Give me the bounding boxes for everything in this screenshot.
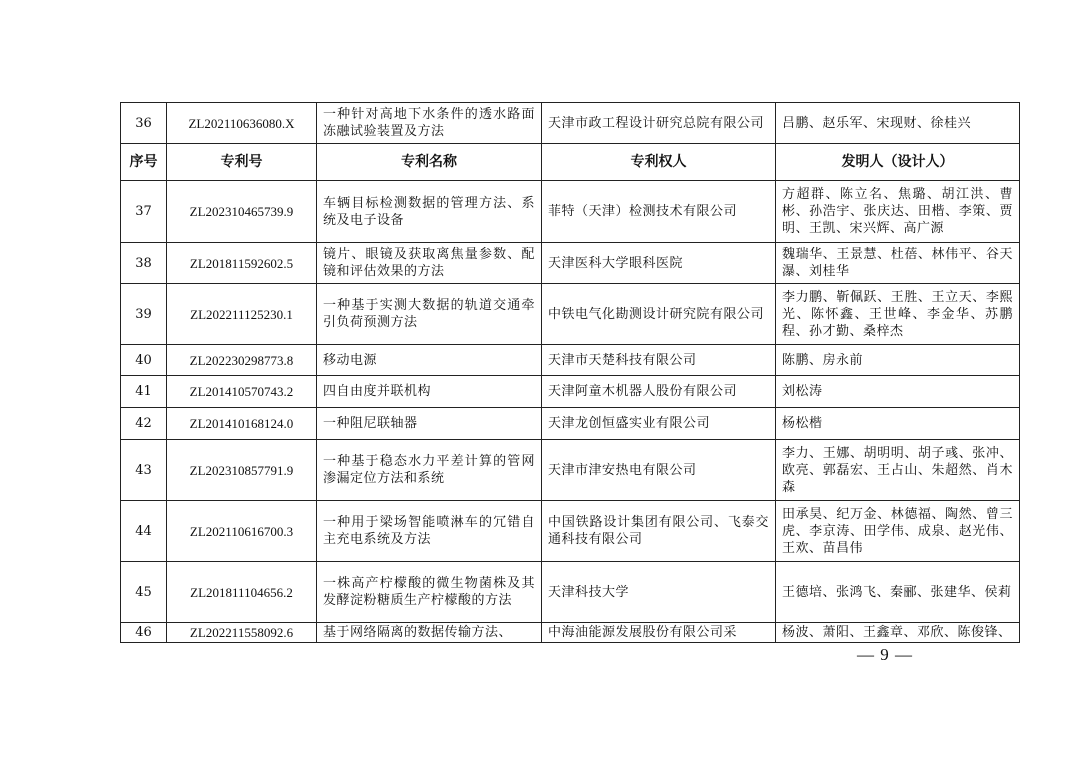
inventors: 田承昊、纪万金、林德福、陶然、曾三虎、李京涛、田学伟、成泉、赵光伟、王欢、苗昌伟 <box>776 501 1020 562</box>
patent-number: ZL202310857791.9 <box>167 440 317 501</box>
patent-owner: 天津市天楚科技有限公司 <box>542 345 776 376</box>
inventors: 魏瑞华、王景慧、杜蓓、林伟平、谷天瀑、刘桂华 <box>776 243 1020 284</box>
patent-number: ZL202211125230.1 <box>167 284 317 345</box>
inventors: 王德培、张鸿飞、秦郦、张建华、侯莉 <box>776 562 1020 623</box>
inventors: 刘松涛 <box>776 376 1020 408</box>
table-row <box>121 501 1020 562</box>
patent-name: 镜片、眼镜及获取离焦量参数、配镜和评估效果的方法 <box>317 243 542 284</box>
patent-name: 基于网络隔离的数据传输方法、 <box>317 623 542 643</box>
patent-owner: 天津市政工程设计研究总院有限公司 <box>542 103 776 144</box>
patent-number: ZL202211558092.6 <box>167 623 317 643</box>
patent-number: ZL202230298773.8 <box>167 345 317 376</box>
row-number: 44 <box>121 501 167 562</box>
header-row <box>121 144 1020 181</box>
inventors: 李力、王娜、胡明明、胡子彧、张冲、欧亮、郭磊宏、王占山、朱超然、肖木森 <box>776 440 1020 501</box>
row-number: 39 <box>121 284 167 345</box>
inventors: 方超群、陈立名、焦璐、胡江洪、曹彬、孙浩宇、张庆达、田楷、李策、贾明、王凯、宋兴辉、高广源 <box>776 181 1020 243</box>
patent-number: ZL202310465739.9 <box>167 181 317 243</box>
patent-owner: 中铁电气化勘测设计研究院有限公司 <box>542 284 776 345</box>
inventors: 杨波、萧阳、王鑫章、邓欣、陈俊锋、 <box>776 623 1020 643</box>
patent-number: ZL201410168124.0 <box>167 408 317 440</box>
patent-owner: 中海油能源发展股份有限公司采 <box>542 623 776 643</box>
row-number: 42 <box>121 408 167 440</box>
patent-number: ZL201811104656.2 <box>167 562 317 623</box>
patent-name: 四自由度并联机构 <box>317 376 542 408</box>
table-row <box>121 623 1020 643</box>
page-number: — 9 — <box>857 645 913 664</box>
header-patent-name: 专利名称 <box>317 144 542 181</box>
table-row <box>121 103 1020 144</box>
row-number: 38 <box>121 243 167 284</box>
inventors: 杨松楷 <box>776 408 1020 440</box>
table-row <box>121 243 1020 284</box>
patent-owner: 天津龙创恒盛实业有限公司 <box>542 408 776 440</box>
patent-name: 一种用于梁场智能喷淋车的冗错自主充电系统及方法 <box>317 501 542 562</box>
patent-number: ZL202110616700.3 <box>167 501 317 562</box>
patent-owner: 菲特（天津）检测技术有限公司 <box>542 181 776 243</box>
patent-number: ZL202110636080.X <box>167 103 317 144</box>
table-row <box>121 181 1020 243</box>
patent-number: ZL201811592602.5 <box>167 243 317 284</box>
patent-number: ZL201410570743.2 <box>167 376 317 408</box>
patent-name: 一株高产柠檬酸的微生物菌株及其发酵淀粉糖质生产柠檬酸的方法 <box>317 562 542 623</box>
patent-owner: 天津医科大学眼科医院 <box>542 243 776 284</box>
inventors: 陈鹏、房永前 <box>776 345 1020 376</box>
header-owner: 专利权人 <box>542 144 776 181</box>
table-row <box>121 345 1020 376</box>
header-no: 序号 <box>121 144 167 181</box>
patent-name: 一种针对高地下水条件的透水路面冻融试验装置及方法 <box>317 103 542 144</box>
patent-owner: 天津科技大学 <box>542 562 776 623</box>
table-row <box>121 562 1020 623</box>
table-row <box>121 284 1020 345</box>
row-number: 46 <box>121 623 167 643</box>
patent-name: 一种基于稳态水力平差计算的管网渗漏定位方法和系统 <box>317 440 542 501</box>
patent-name: 移动电源 <box>317 345 542 376</box>
patent-owner: 天津阿童木机器人股份有限公司 <box>542 376 776 408</box>
header-inventors: 发明人（设计人） <box>776 144 1020 181</box>
inventors: 吕鹏、赵乐军、宋现财、徐桂兴 <box>776 103 1020 144</box>
table-row <box>121 376 1020 408</box>
header-patent-no: 专利号 <box>167 144 317 181</box>
patent-name: 一种基于实测大数据的轨道交通牵引负荷预测方法 <box>317 284 542 345</box>
patent-owner: 天津市津安热电有限公司 <box>542 440 776 501</box>
inventors: 李力鹏、靳佩跃、王胜、王立天、李熙光、陈怀鑫、王世峰、李金华、苏鹏程、孙才勤、桑梓杰 <box>776 284 1020 345</box>
row-number: 45 <box>121 562 167 623</box>
table-row <box>121 408 1020 440</box>
patent-owner: 中国铁路设计集团有限公司、飞泰交通科技有限公司 <box>542 501 776 562</box>
patent-name: 一种阻尼联轴器 <box>317 408 542 440</box>
row-number: 37 <box>121 181 167 243</box>
table-row <box>121 440 1020 501</box>
row-number: 36 <box>121 103 167 144</box>
patent-table <box>120 102 1020 643</box>
patent-name: 车辆目标检测数据的管理方法、系统及电子设备 <box>317 181 542 243</box>
row-number: 43 <box>121 440 167 501</box>
row-number: 41 <box>121 376 167 408</box>
row-number: 40 <box>121 345 167 376</box>
